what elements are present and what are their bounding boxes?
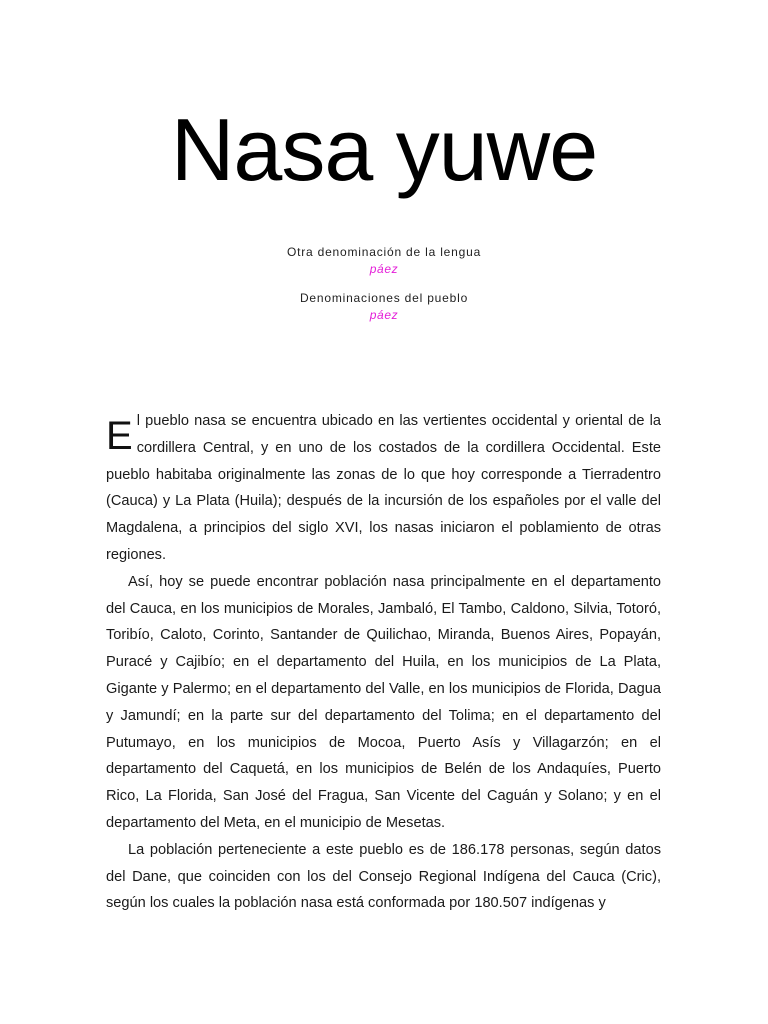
- body-text: [106, 408, 661, 917]
- other-language-name-value: páez: [369, 262, 399, 276]
- people-names-label: Denominaciones del pueblo: [299, 291, 469, 305]
- people-names-block: [0, 290, 768, 324]
- paragraph-1-text: l pueblo nasa se encuentra ubicado en las vertientes occidental y oriental de la cordillera Central, y en uno de los costados de la cordillera Occidental. Este pueblo habitaba originalmente las zonas de lo que hoy corresponde a Tierradentro (Cauca) y La Plata (Huila); después de la incursión de los españoles por el valle del Magdalena, a principios del siglo XVI, los nasas iniciaron el poblamiento de otras regiones.: [106, 413, 661, 563]
- other-language-name-block: [0, 244, 768, 278]
- drop-cap: E: [106, 414, 133, 458]
- paragraph-3: La población perteneciente a este pueblo es de 186.178 personas, según datos del Dane, que coinciden con los del Consejo Regional Indígena del Cauca (Cric), según los cuales la población nasa está conformada por 180.507 indígenas y: [106, 841, 661, 912]
- paragraph-2: Así, hoy se puede encontrar población nasa principalmente en el departamento del Cauca, en los municipios de Morales, Jambaló, El Tambo, Caldono, Silvia, Totoró, Toribío, Caloto, Corinto, Santander de Quilichao, Miranda, Buenos Aires, Popayán, Puracé y Cajibío; en el departamento del Huila, en los municipios de La Plata, Gigante y Palermo; en el departamento del Valle, en los municipios de Florida, Dagua y Jamundí; en la parte sur del departamento del Tolima; en el departamento del Putumayo, en los municipios de Mocoa, Puerto Asís y Villagarzón; en el departamento del Caquetá, en los municipios de Belén de los Andaquíes, Puerto Rico, La Florida, San José del Fragua, San Vicente del Caguán y Solano; y en el departamento del Meta, en el municipio de Mesetas.: [106, 573, 661, 831]
- paragraph-1: [106, 408, 661, 569]
- people-names-value: páez: [369, 308, 399, 322]
- document-title: Nasa yuwe: [170, 100, 598, 199]
- other-language-name-label: Otra denominación de la lengua: [286, 245, 482, 259]
